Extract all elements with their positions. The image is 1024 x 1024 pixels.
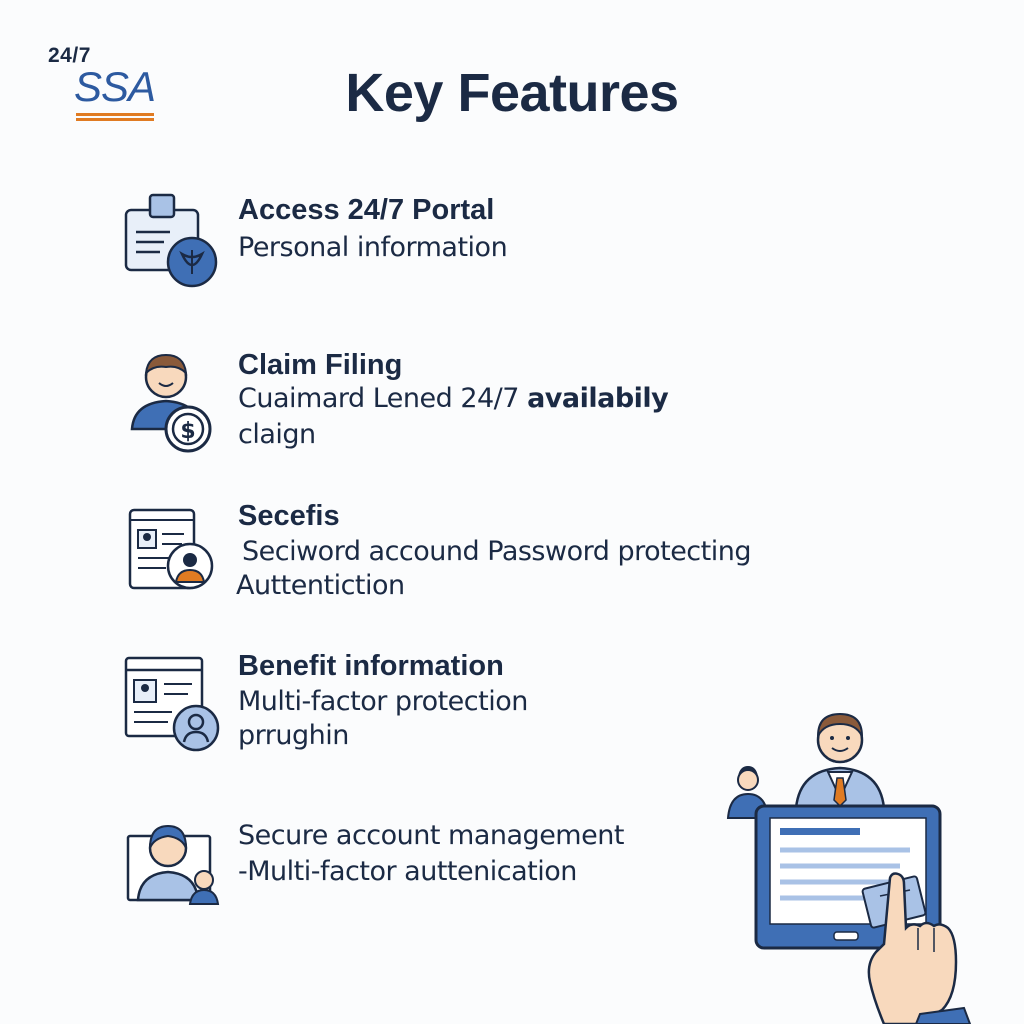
logo-main-text: SSA (74, 63, 156, 110)
agent-person-icon (796, 714, 884, 808)
svg-text:$: $ (180, 419, 196, 444)
page-title: Key Features (345, 63, 679, 123)
users-frame-icon (124, 818, 228, 912)
logo-top-text: 24/7 (48, 44, 91, 67)
feature-description: Secure account management (238, 820, 624, 851)
profile-window-icon (122, 654, 226, 756)
feature-description-2: -Multi-factor auttenication (238, 856, 577, 887)
person-dollar-icon (124, 347, 224, 457)
feature-title: Secefis (238, 500, 340, 532)
feature-title: Access 24/7 Portal (238, 194, 495, 226)
feature-title: Benefit information (238, 650, 504, 682)
feature-description-2: Auttentiction (236, 570, 405, 601)
feature-description-bold: availabily (527, 383, 669, 414)
id-card-leaf-icon (120, 190, 224, 290)
feature-description-2: prrughin (238, 720, 349, 751)
agent-tablet-illustration (720, 700, 1024, 1024)
feature-description-2: claign (238, 419, 316, 450)
feature-description-plain: Cuaimard Lened 24/7 (238, 383, 519, 414)
profile-document-icon (126, 504, 226, 600)
feature-description (238, 383, 668, 414)
feature-description: Multi-factor protection (238, 686, 528, 717)
feature-description: Seciword accound Password protecting (242, 536, 751, 567)
feature-description: Personal information (238, 232, 508, 263)
feature-title: Claim Filing (238, 349, 403, 381)
